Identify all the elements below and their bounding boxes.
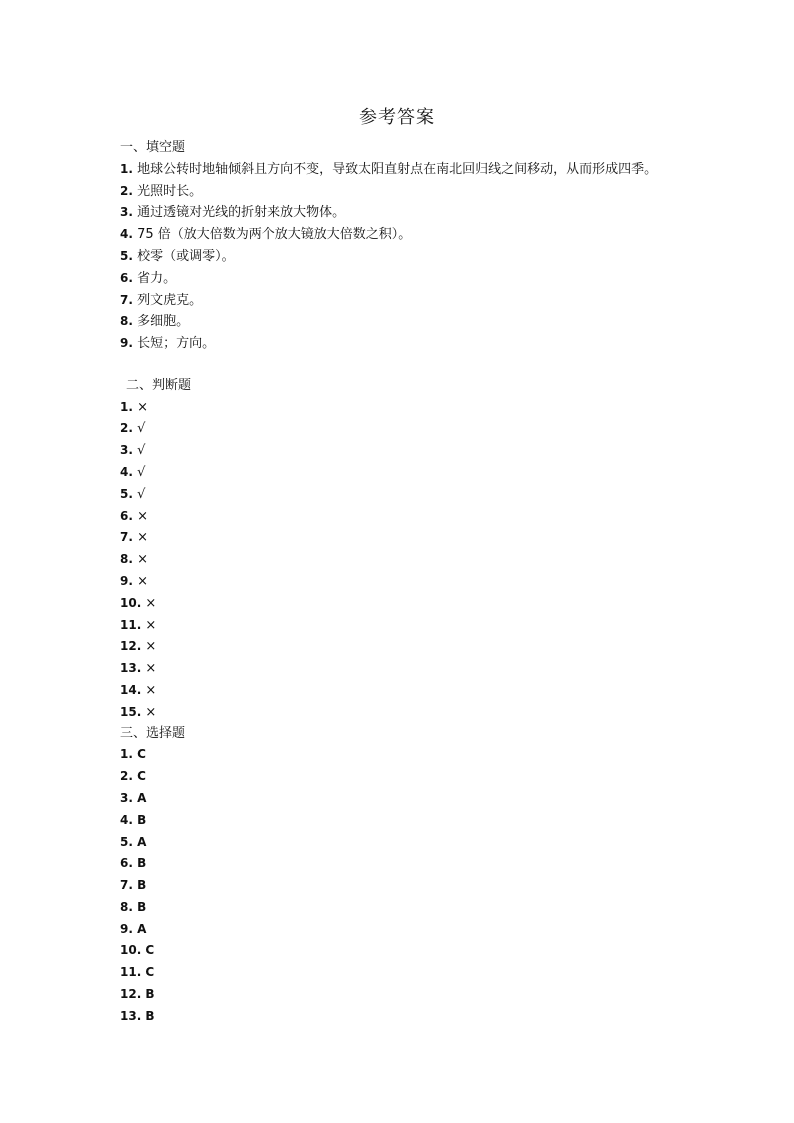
item-answer: B	[145, 1008, 155, 1023]
item-answer: ×	[137, 530, 148, 546]
fill-blank-item	[120, 202, 700, 224]
item-number: 3.	[120, 790, 133, 805]
item-number: 2.	[120, 421, 133, 436]
multiple-choice-heading: 三、选择题	[120, 725, 186, 741]
item-answer: ×	[145, 595, 157, 611]
item-number: 1.	[120, 161, 133, 176]
fill-blank-item	[120, 224, 700, 246]
true-false-list	[120, 397, 700, 724]
true-false-item	[120, 680, 700, 702]
item-number: 11.	[120, 965, 142, 980]
item-text: 通过透镜对光线的折射来放大物体。	[137, 205, 346, 221]
item-text: 多细胞。	[137, 314, 190, 330]
item-answer: √	[137, 443, 146, 459]
item-text: 长短；方向。	[137, 336, 216, 352]
multiple-choice-item	[120, 853, 700, 875]
multiple-choice-item	[120, 897, 700, 919]
item-answer: ×	[145, 617, 157, 633]
multiple-choice-item	[120, 984, 700, 1006]
item-answer: B	[137, 812, 147, 827]
item-number: 3.	[120, 443, 133, 458]
item-answer: √	[137, 486, 146, 502]
item-number: 9.	[120, 336, 133, 351]
item-number: 13.	[120, 1008, 142, 1023]
item-number: 12.	[120, 639, 142, 654]
item-number: 4.	[120, 464, 133, 479]
item-answer: ×	[145, 639, 157, 655]
fill-blank-list	[120, 159, 700, 355]
page-title: 参考答案	[359, 107, 435, 128]
item-answer: ×	[145, 661, 157, 677]
item-number: 15.	[120, 704, 142, 719]
true-false-item	[120, 549, 700, 571]
fill-blank-item	[120, 159, 690, 181]
multiple-choice-item	[120, 832, 700, 854]
item-answer: C	[137, 769, 146, 784]
true-false-item	[120, 506, 700, 528]
true-false-item	[120, 702, 700, 724]
item-number: 8.	[120, 552, 133, 567]
multiple-choice-item	[120, 919, 700, 941]
item-answer: √	[137, 421, 146, 437]
blank-line	[120, 355, 700, 376]
item-answer: B	[145, 987, 155, 1002]
true-false-item	[120, 571, 700, 593]
fill-blank-item	[120, 246, 700, 268]
item-number: 9.	[120, 573, 133, 588]
multiple-choice-item	[120, 962, 700, 984]
item-answer: A	[137, 834, 147, 849]
item-number: 4.	[120, 227, 133, 242]
item-number: 1.	[120, 399, 133, 414]
item-answer: B	[137, 899, 147, 914]
fill-blank-heading: 一、填空题	[120, 140, 186, 155]
fill-blank-item	[120, 290, 700, 312]
item-number: 7.	[120, 530, 133, 545]
multiple-choice-item	[120, 810, 700, 832]
item-answer: B	[137, 856, 147, 871]
item-number: 1.	[120, 747, 133, 762]
multiple-choice-list	[120, 744, 700, 1027]
fill-blank-item	[120, 268, 700, 290]
fill-blank-item	[120, 333, 700, 355]
item-answer: A	[137, 921, 147, 936]
item-answer: ×	[145, 682, 157, 698]
item-answer: C	[137, 747, 146, 762]
item-number: 3.	[120, 205, 133, 220]
true-false-item	[120, 462, 700, 484]
item-number: 4.	[120, 812, 133, 827]
item-number: 14.	[120, 682, 142, 697]
item-number: 6.	[120, 508, 133, 523]
true-false-heading: 二、判断题	[126, 377, 192, 393]
item-answer: ×	[137, 573, 148, 589]
true-false-item	[120, 418, 700, 440]
multiple-choice-item	[120, 788, 700, 810]
multiple-choice-item	[120, 1006, 700, 1028]
item-answer: ×	[145, 704, 157, 720]
item-number: 2.	[120, 183, 133, 198]
item-number: 6.	[120, 270, 133, 285]
true-false-item	[120, 397, 700, 419]
true-false-item	[120, 658, 700, 680]
item-text: 地球公转时地轴倾斜且方向不变，导致太阳直射点在南北回归线之间移动，从而形成四季。	[137, 161, 658, 177]
item-text: 75 倍（放大倍数为两个放大镜放大倍数之积）。	[137, 227, 412, 243]
true-false-item	[120, 636, 700, 658]
multiple-choice-item	[120, 940, 700, 962]
true-false-item	[120, 593, 700, 615]
item-text: 省力。	[137, 270, 177, 286]
multiple-choice-item	[120, 744, 700, 766]
item-answer: ×	[137, 508, 148, 524]
item-text: 光照时长。	[137, 183, 203, 199]
true-false-item	[120, 484, 700, 506]
item-answer: B	[137, 878, 147, 893]
item-number: 13.	[120, 661, 142, 676]
item-answer: ×	[137, 552, 148, 568]
item-number: 12.	[120, 987, 142, 1002]
item-text: 校零（或调零）。	[137, 248, 235, 264]
fill-blank-item	[120, 311, 700, 333]
true-false-item	[120, 440, 700, 462]
item-answer: √	[137, 464, 146, 480]
item-number: 8.	[120, 314, 133, 329]
item-answer: ×	[137, 399, 148, 415]
multiple-choice-item	[120, 766, 700, 788]
true-false-item	[120, 527, 700, 549]
item-number: 9.	[120, 921, 133, 936]
item-number: 10.	[120, 595, 142, 610]
item-number: 5.	[120, 248, 133, 263]
item-number: 7.	[120, 878, 133, 893]
answer-content	[120, 138, 700, 1028]
item-number: 2.	[120, 769, 133, 784]
multiple-choice-item	[120, 875, 700, 897]
item-number: 6.	[120, 856, 133, 871]
item-answer: C	[145, 965, 155, 980]
item-answer: A	[137, 790, 147, 805]
item-number: 8.	[120, 899, 133, 914]
item-text: 列文虎克。	[137, 292, 203, 308]
true-false-item	[120, 615, 700, 637]
item-number: 5.	[120, 486, 133, 501]
fill-blank-item	[120, 181, 700, 203]
item-number: 11.	[120, 617, 142, 632]
item-answer: C	[145, 943, 155, 958]
item-number: 7.	[120, 292, 133, 307]
item-number: 10.	[120, 943, 142, 958]
item-number: 5.	[120, 834, 133, 849]
